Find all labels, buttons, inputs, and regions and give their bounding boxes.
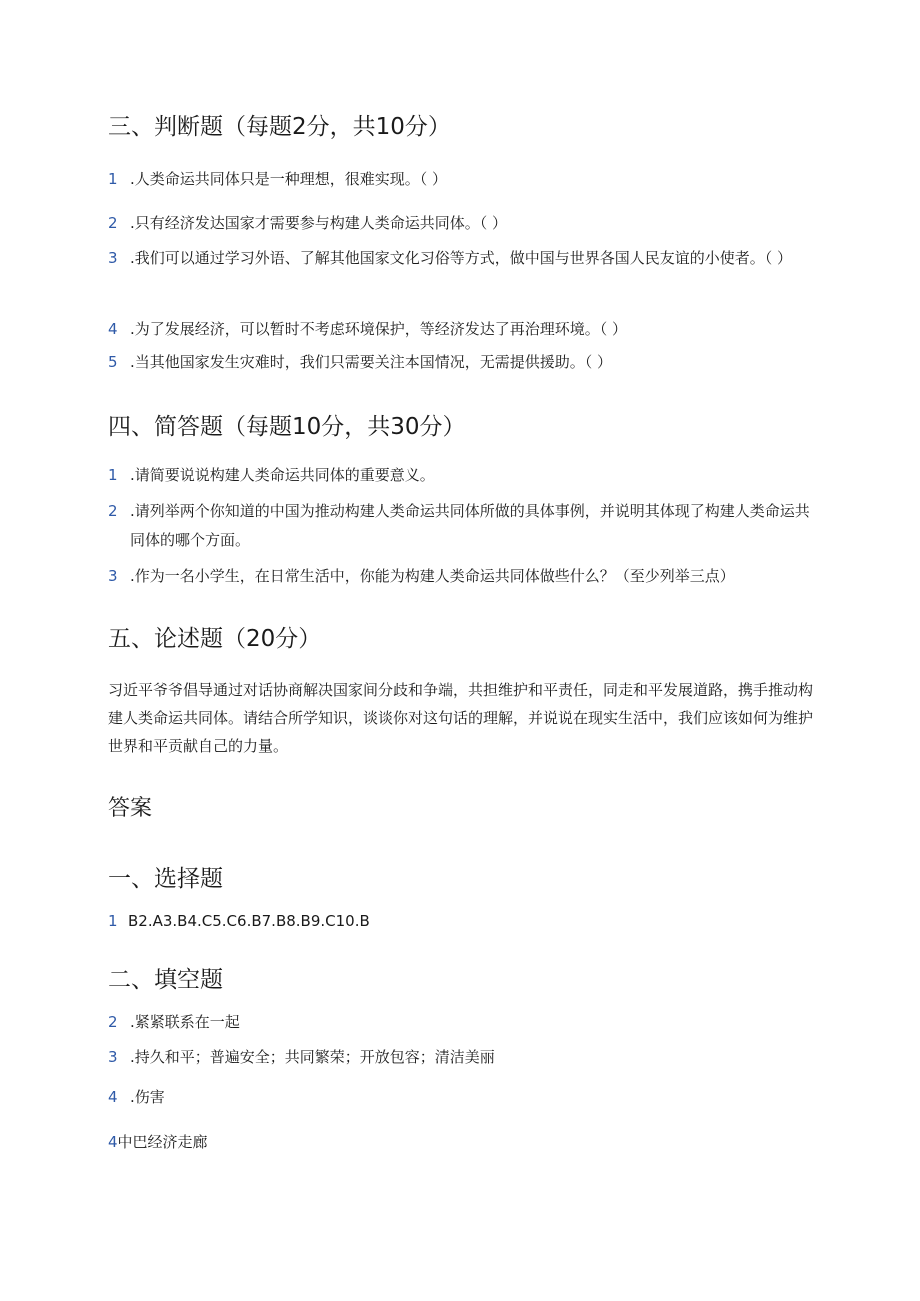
- item-number: 3: [108, 567, 118, 585]
- answers-fill-last-line: [108, 1128, 818, 1156]
- item-number: 3: [108, 249, 118, 267]
- item-number: 1: [108, 466, 118, 484]
- section3-item-3: [108, 244, 820, 273]
- item-number: 4: [108, 1133, 118, 1151]
- section3-item-1: [108, 165, 820, 194]
- item-text: .作为一名小学生，在日常生活中，你能为构建人类命运共同体做些什么？（至少列举三点）: [130, 567, 735, 585]
- answers-choice-line: [108, 907, 820, 936]
- item-text: .只有经济发达国家才需要参与构建人类命运共同体。（ ）: [130, 214, 508, 232]
- item-text: .伤害: [130, 1088, 165, 1106]
- item-text: 中巴经济走廊: [117, 1133, 208, 1151]
- section5-question: 习近平爷爷倡导通过对话协商解决国家间分歧和争端，共担维护和平责任，同走和平发展道路，携手推动构建人类命运共同体。请结合所学知识，谈谈你对这句话的理解，并说说在现实生活中，我们应该如何为维护世界和平贡献自己的力量。: [108, 681, 814, 755]
- answers-fill-item-2: [108, 1008, 820, 1037]
- answers-fill-title: 二、填空题: [108, 967, 223, 993]
- item-text: .当其他国家发生灾难时，我们只需要关注本国情况，无需提供援助。（ ）: [130, 353, 613, 371]
- section4-item-1: [108, 461, 820, 490]
- item-number: 2: [108, 214, 118, 232]
- item-number: 2: [108, 502, 118, 520]
- item-number: 4: [108, 1088, 118, 1106]
- section3-item-5: [108, 348, 820, 377]
- answers-fill-item-4: [108, 1083, 820, 1112]
- item-text: .人类命运共同体只是一种理想，很难实现。（ ）: [130, 170, 448, 188]
- item-number: 1: [108, 170, 118, 188]
- section4-item-3: [108, 562, 820, 591]
- item-number: 2: [108, 1013, 118, 1031]
- item-text: .我们可以通过学习外语、了解其他国家文化习俗等方式，做中国与世界各国人民友谊的小使者。（ ）: [130, 249, 793, 267]
- item-text: .为了发展经济，可以暂时不考虑环境保护，等经济发达了再治理环境。（ ）: [130, 320, 628, 338]
- section3-item-4: [108, 315, 820, 344]
- answers-title: 答案: [108, 796, 153, 821]
- section3-item-2: [108, 209, 820, 238]
- item-number: 1: [108, 912, 118, 930]
- item-number: 4: [108, 320, 118, 338]
- answers-fill-item-3: [108, 1043, 820, 1072]
- section4-title: 四、简答题（每题10分，共30分）: [108, 414, 466, 440]
- section5-title: 五、论述题（20分）: [108, 626, 322, 652]
- item-text: .持久和平；普遍安全；共同繁荣；开放包容；清洁美丽: [130, 1048, 495, 1066]
- item-number: 5: [108, 353, 118, 371]
- item-text: .请列举两个你知道的中国为推动构建人类命运共同体所做的具体事例，并说明其体现了构建人类命运共同体的哪个方面。: [130, 502, 810, 549]
- section4-item-2: [108, 497, 820, 555]
- item-text: .请简要说说构建人类命运共同体的重要意义。: [130, 466, 435, 484]
- item-number: 3: [108, 1048, 118, 1066]
- answers-choice-title: 一、选择题: [108, 866, 223, 892]
- item-text: B2.A3.B4.C5.C6.B7.B8.B9.C10.B: [128, 912, 370, 930]
- item-text: .紧紧联系在一起: [130, 1013, 240, 1031]
- section3-title: 三、判断题（每题2分，共10分）: [108, 114, 451, 140]
